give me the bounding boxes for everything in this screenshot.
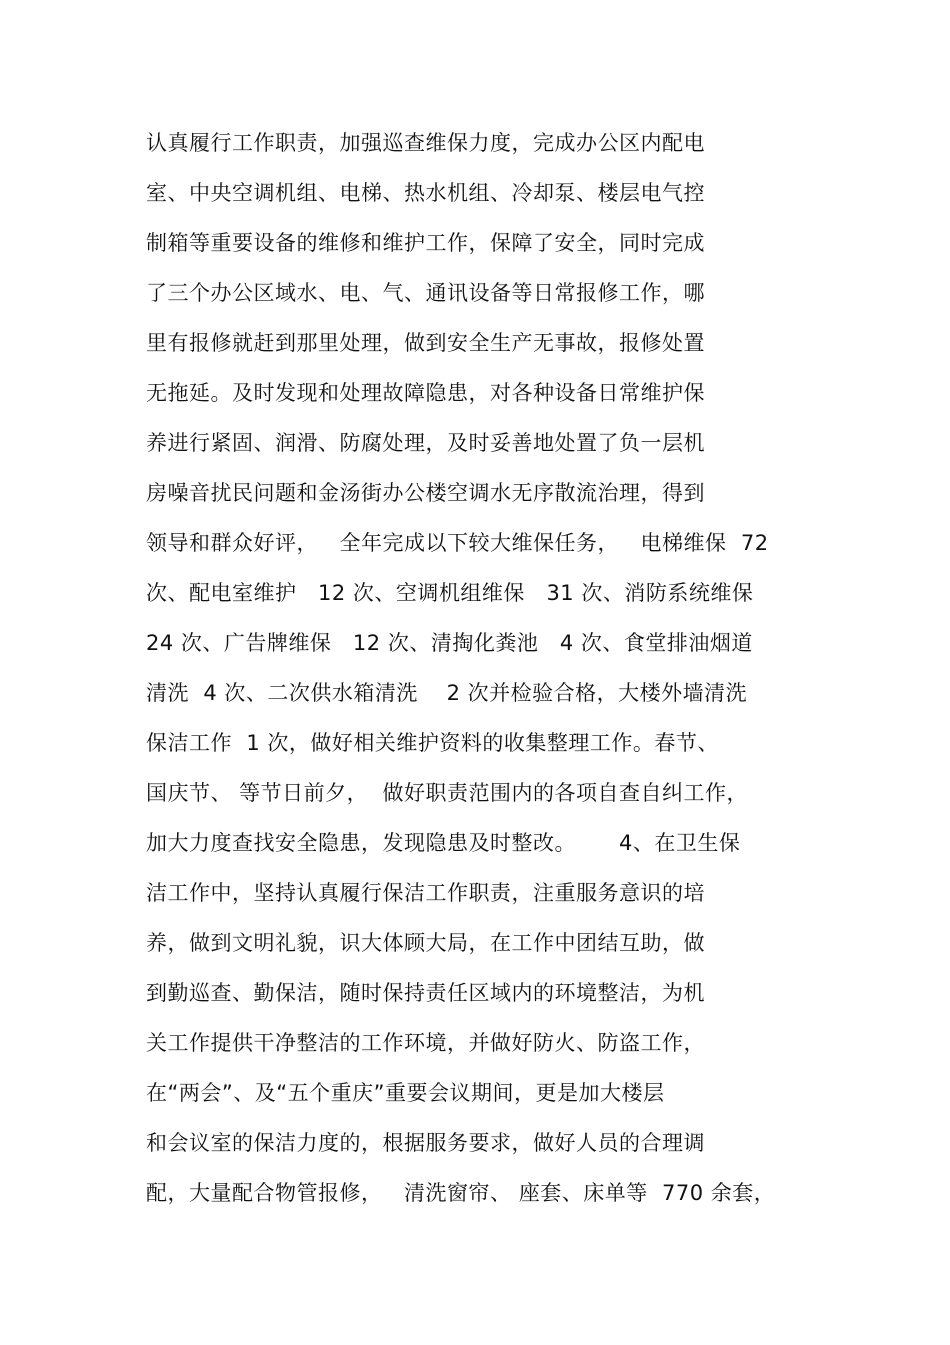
text-line: 清洗 4 次、二次供水箱清洗 2 次并检验合格，大楼外墙清洗 [146, 681, 748, 705]
text-line: 和会议室的保洁力度的，根据服务要求，做好人员的合理调 [146, 1131, 705, 1155]
text-line: 领导和群众好评， 全年完成以下较大维保任务， 电梯维保 72 [146, 531, 769, 555]
text-line: 24 次、广告牌维保 12 次、清掏化粪池 4 次、食堂排油烟道 [146, 631, 753, 655]
text-line: 在“两会”、及“五个重庆”重要会议期间，更是加大楼层 [146, 1081, 665, 1105]
text-line: 到勤巡查、勤保洁，随时保持责任区域内的环境整洁，为机 [146, 981, 705, 1005]
text-line: 次、配电室维护 12 次、空调机组维保 31 次、消防系统维保 [146, 581, 754, 605]
text-line: 里有报修就赶到那里处理，做到安全生产无事故，报修处置 [146, 331, 705, 355]
text-line: 房噪音扰民问题和金汤街办公楼空调水无序散流治理，得到 [146, 481, 705, 505]
text-line: 了三个办公区域水、电、气、通讯设备等日常报修工作，哪 [146, 281, 705, 305]
text-line: 加大力度查找安全隐患，发现隐患及时整改。 4、在卫生保 [146, 831, 741, 855]
text-line: 配，大量配合物管报修， 清洗窗帘、 座套、床单等 770 余套， [146, 1181, 776, 1205]
text-line: 国庆节、 等节日前夕， 做好职责范围内的各项自查自纠工作， [146, 781, 749, 805]
text-line: 养，做到文明礼貌，识大体顾大局，在工作中团结互助，做 [146, 931, 705, 955]
text-line: 养进行紧固、润滑、防腐处理，及时妥善地处置了负一层机 [146, 431, 705, 455]
text-line: 关工作提供干净整洁的工作环境，并做好防火、防盗工作， [146, 1031, 705, 1055]
text-line: 室、中央空调机组、电梯、热水机组、冷却泵、楼层电气控 [146, 181, 705, 205]
text-line: 认真履行工作职责，加强巡查维保力度，完成办公区内配电 [146, 131, 705, 155]
text-line: 保洁工作 1 次，做好相关维护资料的收集整理工作。春节、 [146, 731, 719, 755]
body-text [146, 118, 826, 1218]
text-line: 洁工作中，坚持认真履行保洁工作职责，注重服务意识的培 [146, 881, 705, 905]
text-line: 制箱等重要设备的维修和维护工作，保障了安全，同时完成 [146, 231, 705, 255]
text-line: 无拖延。及时发现和处理故障隐患，对各种设备日常维护保 [146, 381, 705, 405]
